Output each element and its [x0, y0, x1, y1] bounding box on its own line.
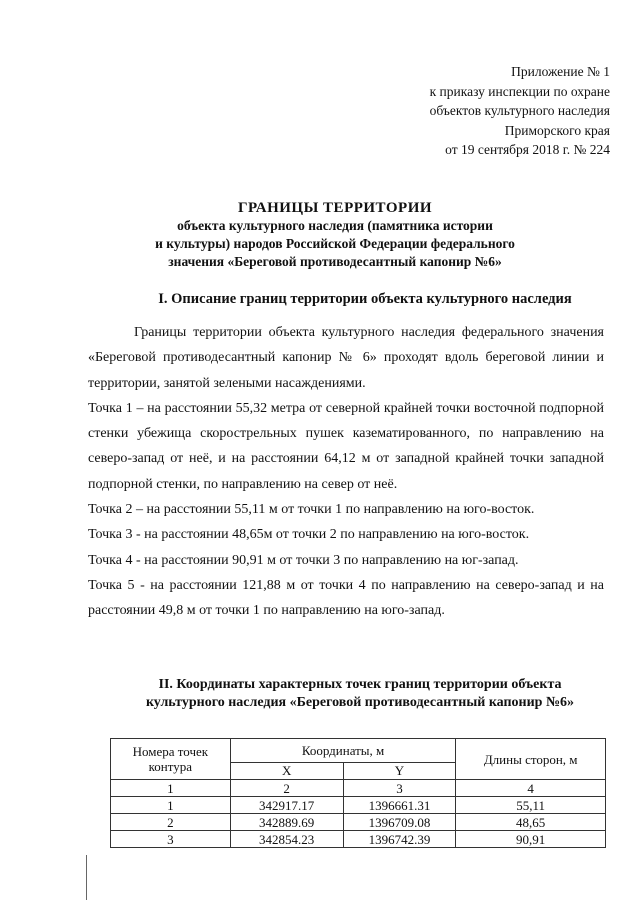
- header-y: Y: [343, 762, 456, 779]
- table-header-row: [111, 739, 606, 763]
- title-line-2: объекта культурного наследия (памятника истории: [177, 218, 493, 233]
- appendix-line-2: к приказу инспекции по охране: [429, 83, 610, 99]
- numbering-cell: 3: [343, 780, 456, 797]
- appendix-line-3: объектов культурного наследия: [429, 103, 610, 118]
- appendix-line-4: Приморского края: [504, 122, 610, 138]
- section-1-body: [88, 320, 604, 624]
- cell-length: 90,91: [456, 831, 606, 848]
- coordinates-table: [110, 738, 606, 848]
- numbering-cell: 1: [111, 780, 231, 797]
- cell-y: 1396661.31: [343, 797, 456, 814]
- cell-y: 1396709.08: [343, 814, 456, 831]
- section-2-heading-line-2: культурного наследия «Береговой противодесантный капонир №6»: [145, 695, 575, 710]
- numbering-cell: 4: [456, 780, 606, 797]
- point-3-description: Точка 3 - на расстоянии 48,65м от точки 2 по направлению на юго-восток.: [88, 527, 530, 543]
- cell-point: 2: [111, 814, 231, 831]
- cell-y: 1396742.39: [343, 831, 456, 848]
- section-1-heading: I. Описание границ территории объекта культурного наследия: [158, 291, 572, 307]
- point-2-description: Точка 2 – на расстоянии 55,11 м от точки 1 по направлению на юго-восток.: [88, 502, 535, 518]
- document-title: [100, 199, 570, 271]
- appendix-line-5: от 19 сентября 2018 г. № 224: [445, 142, 610, 157]
- cell-x: 342917.17: [230, 797, 343, 814]
- numbering-cell: 2: [230, 780, 343, 797]
- point-4-description: Точка 4 - на расстоянии 90,91 м от точки 3 по направлению на юг-запад.: [88, 552, 519, 568]
- header-x: X: [230, 762, 343, 779]
- cell-x: 342889.69: [230, 814, 343, 831]
- header-points: Номера точек контура: [111, 739, 231, 780]
- cell-x: 342854.23: [230, 831, 343, 848]
- title-main: ГРАНИЦЫ ТЕРРИТОРИИ: [237, 200, 433, 216]
- appendix-line-1: Приложение № 1: [511, 64, 610, 79]
- point-5-description: Точка 5 - на расстоянии 121,88 м от точки 4 по направлению на северо-запад и на расстоянии 49,8 м от точки 1 по направлению на юго-запад.: [88, 577, 604, 619]
- title-line-4: значения «Береговой противодесантный капонир №6»: [168, 254, 502, 269]
- table-row: [111, 831, 606, 848]
- title-line-3: и культуры) народов Российской Федерации федерального: [155, 236, 515, 251]
- table-row: [111, 814, 606, 831]
- section-2-heading: [110, 676, 610, 712]
- cell-point: 1: [111, 797, 231, 814]
- intro-paragraph: Границы территории объекта культурного наследия федерального значения «Береговой противодесантный капонир № 6» проходят вдоль береговой линии и территории, занятой зелеными насаждениями.: [88, 325, 604, 391]
- table-numbering-row: [111, 780, 606, 797]
- cell-length: 48,65: [456, 814, 606, 831]
- point-1-description: Точка 1 – на расстоянии 55,32 метра от северной крайней точки восточной подпорной стенки убежища скорострельных пушек казематированного, по направлению на северо-запад от неё, и на расстоянии 64,12 м от западной крайней точки западной подпорной стенки, по направлению на север от неё.: [88, 400, 604, 492]
- appendix-header: [430, 62, 610, 160]
- section-2-heading-line-1: II. Координаты характерных точек границ территории объекта: [158, 677, 562, 692]
- header-lengths: Длины сторон, м: [456, 739, 606, 780]
- cell-length: 55,11: [456, 797, 606, 814]
- scan-edge-line: [86, 855, 87, 900]
- table-row: [111, 797, 606, 814]
- cell-point: 3: [111, 831, 231, 848]
- header-coordinates: Координаты, м: [230, 739, 456, 763]
